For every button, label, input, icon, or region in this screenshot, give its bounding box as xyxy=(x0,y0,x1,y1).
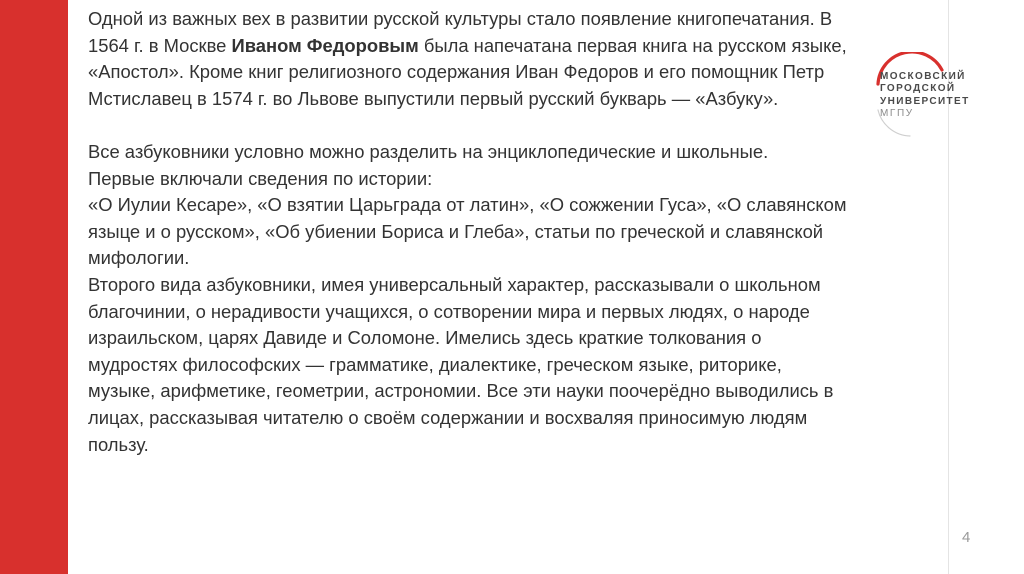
left-accent-bar xyxy=(0,0,68,574)
paragraph-printing-history xyxy=(88,6,848,112)
paragraph-spacer xyxy=(88,112,848,139)
paragraph-second-type: Второго вида азбуковники, имея универсальный характер, рассказывали о школьном благочинии, о нерадивости учащихся, о сотворении мира и первых людях, о народе израильском, царях Давиде и Соломоне. Имелись здесь краткие толкования о мудростях философских — грамматике, диалектике, греческом языке, риторике, музыке, арифметике, геометрии, астрономии. Все эти науки поочерёдно выводились в лицах, рассказывая читателю о своём содержании и восхваляя приносимую людям пользу. xyxy=(88,273,834,455)
logo-line-universitet: УНИВЕРСИТЕТ xyxy=(880,95,970,107)
logo-line-mgpu: МГПУ xyxy=(880,108,914,120)
logo-line-gorodskoy: ГОРОДСКОЙ xyxy=(880,83,956,95)
paragraph-azbukovniki-types: Все азбуковники условно можно разделить на энциклопедические и школьные. xyxy=(88,140,769,162)
page-number: 4 xyxy=(962,529,971,546)
university-logo xyxy=(866,52,978,138)
logo-text xyxy=(880,71,970,121)
paragraph-1-end: была напечатана первая книга на русском языке, «Апостол». Кроме книг религиозного содержания Иван Федоров и его помощник Петр Мстиславец в 1574 г. во Львове выпустили первый русский букварь — «Азбуку». xyxy=(88,34,847,109)
slide-body-text xyxy=(88,6,848,458)
logo-line-moskovsky: МОСКОВСКИЙ xyxy=(880,71,966,82)
paragraph-1-bold-name: Иваном Федоровым xyxy=(231,34,419,56)
paragraph-history-list: «О Иулии Кесаре», «О взятии Царьграда от латин», «О сожжении Гуса», «О славянском языце и о русском», «Об убиении Бориса и Глеба», статьи по греческой и славянской мифологии. xyxy=(88,194,847,269)
paragraph-1-start: Одной из важных вех в развитии русской культуры стало появление книгопечатания. В 1564 г. в Москве xyxy=(88,8,833,56)
paragraph-first-type: Первые включали сведения по истории: xyxy=(88,167,433,189)
